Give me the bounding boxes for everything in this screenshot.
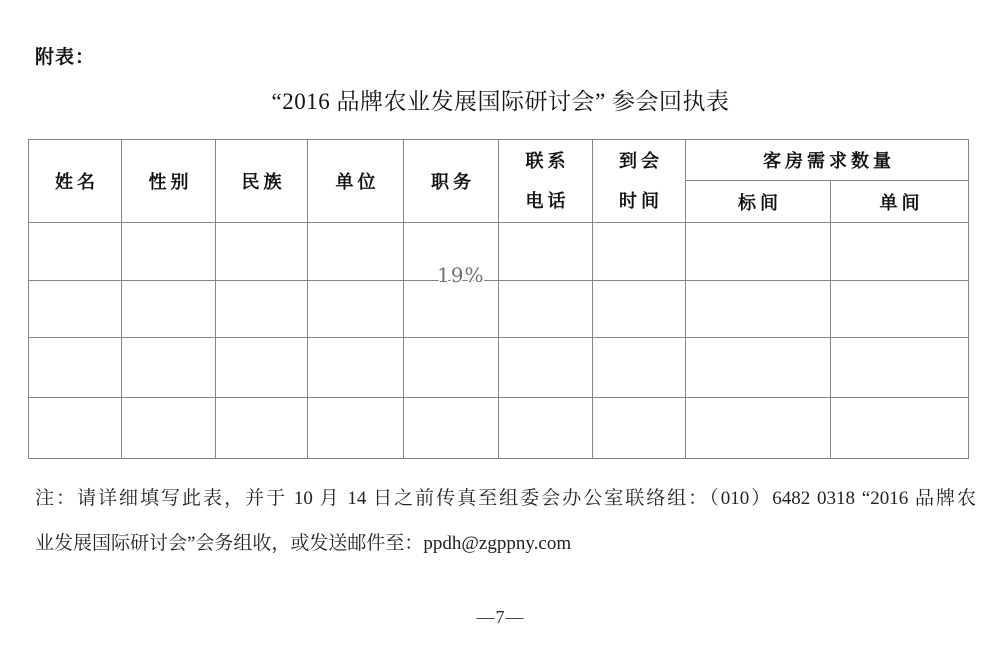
empty-cell xyxy=(122,223,216,281)
header-row-top xyxy=(29,140,969,181)
table-row xyxy=(29,281,969,338)
page-title: “2016 品牌农业发展国际研讨会” 参会回执表 xyxy=(271,89,730,114)
empty-cell xyxy=(216,338,308,398)
arrival-time-line2: 时间 xyxy=(619,191,663,211)
empty-cell xyxy=(29,338,122,398)
empty-cell xyxy=(308,338,404,398)
empty-cell xyxy=(686,281,831,338)
note-paragraph xyxy=(35,476,976,566)
empty-cell xyxy=(686,398,831,459)
col-header-contact-phone xyxy=(499,140,593,223)
empty-cell xyxy=(831,281,969,338)
empty-cell xyxy=(831,398,969,459)
col-header-standard-room: 标间 xyxy=(686,181,831,223)
empty-cell xyxy=(216,398,308,459)
table-row xyxy=(29,338,969,398)
empty-cell xyxy=(122,338,216,398)
note-line-2: 业发展国际研讨会”会务组收，或发送邮件至：ppdh@zgppny.com xyxy=(35,533,572,554)
empty-cell xyxy=(216,281,308,338)
table-row xyxy=(29,223,969,281)
col-header-ethnicity: 民族 xyxy=(216,140,308,223)
empty-cell xyxy=(593,223,686,281)
attachment-label: 附表： xyxy=(35,47,96,68)
empty-cell xyxy=(499,281,593,338)
arrival-time-line1: 到会 xyxy=(619,151,663,171)
empty-cell xyxy=(308,398,404,459)
empty-cell xyxy=(404,338,499,398)
note-line-1: 注：请详细填写此表，并于 10 月 14 日之前传真至组委会办公室联络组：（010）6482 0318 “2016 品牌农 xyxy=(35,488,976,509)
empty-cell xyxy=(122,398,216,459)
empty-cell xyxy=(308,281,404,338)
contact-phone-line2: 电话 xyxy=(525,191,570,211)
col-header-single-room: 单间 xyxy=(831,181,969,223)
col-header-name: 姓名 xyxy=(29,140,122,223)
empty-cell xyxy=(308,223,404,281)
empty-cell xyxy=(831,223,969,281)
table-row xyxy=(29,398,969,459)
empty-cell xyxy=(216,223,308,281)
col-header-organization: 单位 xyxy=(308,140,404,223)
empty-cell xyxy=(29,223,122,281)
reply-form-table xyxy=(28,139,969,459)
empty-cell xyxy=(593,398,686,459)
empty-cell xyxy=(499,398,593,459)
page-number: —7— xyxy=(476,607,525,627)
col-header-position: 职务 xyxy=(404,140,499,223)
zoom-level-indicator: 19% xyxy=(437,263,485,287)
contact-phone-line1: 联系 xyxy=(525,151,570,171)
empty-cell xyxy=(593,281,686,338)
empty-cell xyxy=(686,223,831,281)
empty-cell xyxy=(686,338,831,398)
empty-cell xyxy=(29,281,122,338)
empty-cell xyxy=(404,281,499,338)
col-header-room-demand: 客房需求数量 xyxy=(686,140,969,181)
empty-cell xyxy=(499,223,593,281)
empty-cell xyxy=(404,398,499,459)
empty-cell xyxy=(593,338,686,398)
col-header-arrival-time xyxy=(593,140,686,223)
empty-cell xyxy=(29,398,122,459)
empty-cell xyxy=(499,338,593,398)
col-header-gender: 性别 xyxy=(122,140,216,223)
empty-cell xyxy=(831,338,969,398)
empty-cell xyxy=(122,281,216,338)
